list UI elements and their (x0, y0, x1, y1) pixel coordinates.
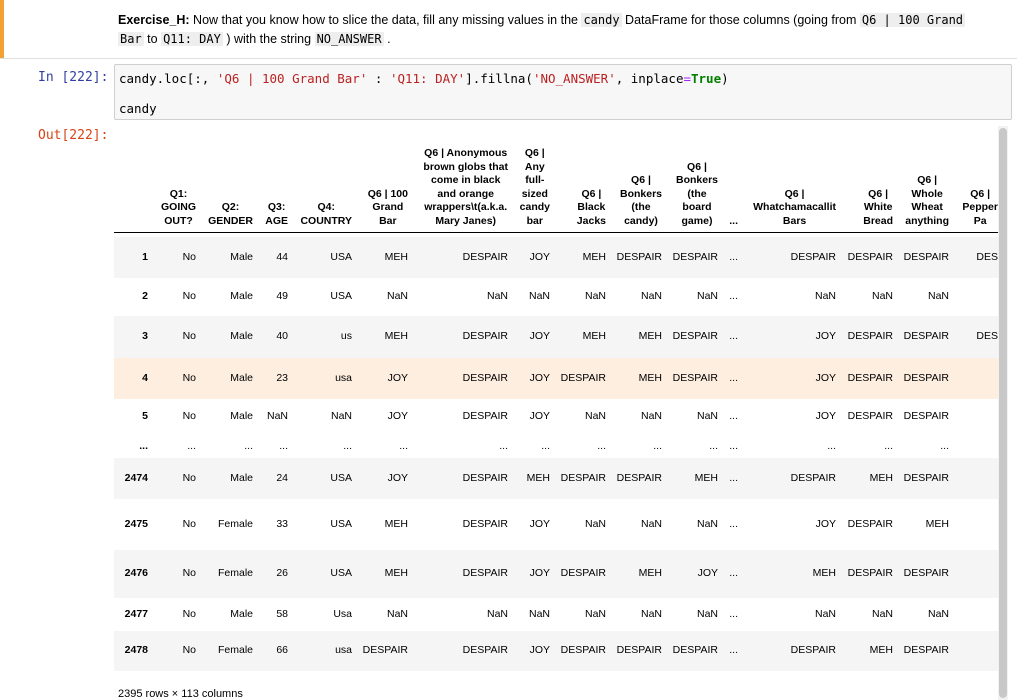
table-cell: ... (399, 439, 408, 452)
row-index: ... (139, 439, 148, 452)
table-cell: ... (729, 371, 738, 384)
table-cell: NaN (584, 607, 606, 620)
column-header-line: Q6 | (581, 187, 602, 200)
table-cell: NaN (528, 607, 550, 620)
table-cell: 66 (276, 644, 288, 656)
table-cell: ... (709, 439, 718, 452)
column-header-line: Q3: (267, 201, 286, 213)
table-cell: DESPAIR (847, 567, 893, 579)
table-cell: DESPAIR (847, 410, 893, 422)
table-cell: MEH (384, 330, 408, 342)
table-cell: Male (230, 607, 253, 620)
table-cell: Female (217, 644, 253, 656)
table-cell: MEH (582, 330, 606, 342)
table-cell: DESPAIR (847, 250, 893, 263)
table-cell: DESPAIR (560, 644, 606, 656)
table-cell: ... (541, 439, 550, 452)
inline-code: NO_ANSWER (316, 32, 382, 46)
header-separator (114, 232, 998, 233)
column-header-line: GOING (160, 201, 196, 213)
row-index: 2476 (124, 567, 148, 579)
column-header-line: Jacks (576, 214, 606, 227)
table-cell: DESPAIR (560, 471, 606, 484)
table-cell: NaN (696, 517, 718, 530)
table-cell: Male (230, 371, 253, 384)
table-row[interactable] (114, 499, 998, 550)
dataframe-shape: 2395 rows × 113 columns (118, 688, 243, 700)
table-row[interactable] (114, 316, 998, 358)
table-cell: JOY (529, 250, 550, 263)
table-cell: No (182, 607, 196, 620)
table-row[interactable] (114, 237, 998, 278)
column-header-line: and orange (437, 187, 494, 200)
input-prompt: In [222]: (38, 70, 109, 85)
table-cell: DESPAIR (462, 410, 508, 422)
table-cell: NaN (927, 607, 949, 620)
column-header-line: bar (526, 214, 543, 227)
column-header-line: Q6 | (868, 187, 889, 200)
table-cell: NaN (386, 607, 408, 620)
code-string: 'Q6 | 100 Grand Bar' (216, 71, 368, 86)
code-token: ) (721, 71, 729, 86)
column-header-line: ... (729, 214, 738, 227)
table-cell: DESPAIR (462, 471, 508, 484)
table-cell: DESPAIR (790, 644, 836, 656)
table-cell: JOY (529, 567, 550, 579)
table-cell: DESPAIR (903, 644, 949, 656)
column-header-line: (the (631, 201, 651, 213)
table-cell: DESPAIR (672, 644, 718, 656)
table-cell: No (182, 371, 196, 384)
markdown-cell[interactable] (0, 0, 1017, 58)
table-cell: ... (729, 330, 738, 342)
table-cell: usa (335, 371, 352, 384)
table-cell: DESPAIR (462, 330, 508, 342)
column-header-line: Q2: (221, 201, 240, 213)
table-cell: NaN (584, 517, 606, 530)
column-header (368, 188, 408, 229)
output-prompt: Out[222]: (38, 128, 109, 143)
table-cell: DESPAIR (847, 330, 893, 342)
column-header-line: Q6 | (524, 147, 545, 159)
table-cell: DESPAIR (847, 517, 893, 530)
table-cell: NaN (640, 410, 662, 422)
column-header (161, 188, 196, 229)
table-cell: No (182, 290, 196, 302)
table-cell: NaN (266, 410, 288, 422)
table-cell: 23 (276, 371, 288, 384)
table-cell: 33 (276, 517, 288, 530)
output-scrollbar[interactable] (998, 126, 1008, 700)
table-cell: DESPAIR (616, 250, 662, 263)
code-line-2: candy (119, 101, 157, 116)
code-input-cell[interactable] (114, 64, 1012, 120)
table-cell: NaN (696, 290, 718, 302)
table-cell: JOY (529, 644, 550, 656)
row-index: 1 (142, 250, 148, 263)
exercise-label: Exercise_H: (118, 13, 190, 27)
table-cell: MEH (694, 471, 718, 484)
table-cell: JOY (529, 330, 550, 342)
column-header (265, 201, 288, 228)
column-header-line: Q6 | (687, 160, 707, 173)
code-operator: = (683, 71, 691, 86)
column-header-line: Q6 | (970, 187, 991, 200)
table-cell: ... (729, 250, 738, 263)
table-cell: Male (230, 290, 253, 302)
column-header (905, 174, 949, 228)
column-header-line: Bread (863, 214, 893, 227)
table-cell: NaN (871, 290, 893, 302)
column-header-line: Whole (911, 187, 943, 200)
table-cell: JOY (387, 471, 408, 484)
column-header-line: White (863, 201, 893, 213)
column-header (520, 147, 550, 228)
table-cell: JOY (815, 517, 836, 530)
table-cell: JOY (529, 517, 550, 530)
table-cell: DESPAIR (462, 250, 508, 263)
row-index: 2475 (124, 517, 148, 530)
table-cell: DESPAIR (903, 567, 949, 579)
table-cell: DESPAIR (616, 644, 662, 656)
column-header-line: Q1: (169, 187, 188, 200)
table-cell: Male (230, 250, 253, 263)
table-row[interactable] (114, 278, 998, 316)
table-cell: ... (279, 439, 288, 452)
code-token: : (367, 71, 390, 86)
table-cell: DESPAIR (903, 330, 949, 342)
table-cell: ... (884, 439, 893, 452)
table-cell: DESPAIR (672, 371, 718, 384)
column-header-line: AGE (265, 214, 288, 227)
row-index: 2474 (124, 471, 148, 484)
table-cell: JOY (387, 410, 408, 422)
row-index: 2 (142, 290, 148, 302)
table-cell: MEH (384, 567, 408, 579)
table-cell: ... (597, 439, 606, 452)
column-header (620, 174, 662, 228)
table-cell: MEH (384, 250, 408, 263)
table-cell: DES (976, 330, 998, 342)
table-cell: JOY (815, 410, 836, 422)
inline-code: Q6 | 100 Grand (861, 13, 964, 27)
column-header (753, 188, 836, 229)
column-header-line: brown globs that (423, 160, 508, 173)
column-header-line: candy (519, 201, 550, 213)
table-cell: MEH (925, 517, 949, 530)
table-cell: USA (330, 517, 352, 530)
table-cell: ... (653, 439, 662, 452)
table-cell: DESPAIR (903, 471, 949, 484)
table-cell: us (340, 330, 352, 342)
column-header (577, 188, 606, 229)
table-cell: ... (729, 290, 738, 302)
column-header-line: OUT? (164, 214, 193, 227)
table-row[interactable] (114, 598, 998, 631)
table-cell: NaN (640, 517, 662, 530)
cell-divider (0, 58, 1017, 59)
table-cell: JOY (387, 371, 408, 384)
table-cell: DESPAIR (790, 471, 836, 484)
table-cell: MEH (582, 250, 606, 263)
table-cell: NaN (486, 607, 508, 620)
code-token: candy.loc[:, (119, 71, 217, 86)
table-cell: NaN (640, 607, 662, 620)
table-cell: JOY (815, 371, 836, 384)
table-cell: Male (230, 410, 253, 422)
table-cell: MEH (638, 371, 662, 384)
table-cell: NaN (486, 290, 508, 302)
table-cell: ... (729, 607, 738, 620)
column-header-line: Grand (372, 201, 404, 213)
table-cell: DESPAIR (790, 250, 836, 263)
table-cell: ... (244, 439, 253, 452)
table-cell: MEH (638, 330, 662, 342)
code-token: ].fillna( (465, 71, 533, 86)
inline-code: Q11: DAY (163, 32, 221, 46)
table-cell: ... (940, 439, 949, 452)
table-cell: 58 (276, 607, 288, 620)
column-header-line: Q4: (317, 201, 335, 213)
column-header-line: Q6 | (631, 174, 651, 186)
table-cell: ... (729, 644, 738, 656)
table-row[interactable] (114, 631, 998, 671)
table-cell: NaN (871, 607, 893, 620)
table-cell: USA (330, 290, 352, 302)
column-header-line: sized (521, 187, 548, 200)
table-cell: usa (335, 644, 352, 656)
column-header (423, 147, 508, 228)
table-cell: Usa (333, 607, 352, 620)
table-cell: JOY (815, 330, 836, 342)
table-cell: 24 (276, 471, 288, 484)
column-header-line: candy) (624, 214, 658, 227)
exercise-instructions (118, 11, 1013, 49)
table-cell: DESPAIR (462, 644, 508, 656)
table-cell: MEH (812, 567, 836, 579)
table-cell: No (182, 644, 196, 656)
table-cell: 44 (276, 250, 288, 263)
row-index: 2478 (124, 644, 148, 656)
column-header (208, 201, 253, 228)
table-cell: DESPAIR (560, 567, 606, 579)
table-cell: NaN (330, 410, 352, 422)
table-row[interactable] (114, 358, 998, 399)
column-header-line: Mary Janes) (435, 214, 497, 227)
column-header-line: Pa (973, 214, 987, 227)
table-cell: MEH (869, 471, 893, 484)
column-header (729, 215, 738, 229)
table-cell: DESPAIR (672, 330, 718, 342)
table-cell: DESPAIR (462, 517, 508, 530)
table-cell: DESPAIR (672, 250, 718, 263)
table-cell: ... (729, 410, 738, 422)
table-cell: NaN (528, 290, 550, 302)
row-index: 2477 (124, 607, 148, 620)
column-header-line: anything (905, 214, 949, 227)
table-cell: DESPAIR (903, 410, 949, 422)
column-header-line: Bar (379, 214, 397, 227)
column-header-line: COUNTRY (300, 214, 352, 227)
code-string: 'Q11: DAY' (389, 71, 466, 86)
table-row[interactable] (114, 550, 998, 598)
instruction-text: to (143, 32, 162, 46)
table-cell: No (182, 567, 196, 579)
code-line-1 (119, 71, 729, 86)
instruction-text: Now that you know how to slice the data, fill any missing values in the (189, 13, 582, 27)
column-header (962, 188, 998, 229)
table-cell: DESPAIR (462, 567, 508, 579)
column-header (863, 188, 893, 229)
table-cell: No (182, 471, 196, 484)
column-header-line: Black (577, 201, 606, 213)
table-cell: ... (729, 567, 738, 579)
table-cell: USA (330, 471, 352, 484)
column-header (676, 161, 718, 229)
table-cell: No (182, 330, 196, 342)
table-cell: NaN (584, 410, 606, 422)
inline-code: Bar (120, 32, 142, 46)
table-cell: NaN (386, 290, 408, 302)
column-header (300, 201, 352, 228)
table-row[interactable] (114, 458, 998, 499)
table-cell: ... (729, 439, 738, 452)
column-header-line: Any (524, 160, 545, 173)
table-cell: 49 (276, 290, 288, 302)
table-cell: DESPAIR (903, 371, 949, 384)
column-header-line: board (682, 201, 712, 213)
table-cell: NaN (696, 410, 718, 422)
row-index: 4 (142, 371, 148, 384)
table-cell: DES (976, 250, 998, 263)
row-index: 3 (142, 330, 148, 342)
table-cell: JOY (529, 371, 550, 384)
column-header-line: come in black (430, 174, 501, 186)
table-cell: Female (217, 567, 253, 579)
table-cell: USA (330, 250, 352, 263)
table-cell: Male (230, 471, 253, 484)
table-cell: ... (729, 471, 738, 484)
code-token: , inplace (615, 71, 684, 86)
table-cell: No (182, 410, 196, 422)
table-cell: DESPAIR (362, 644, 408, 656)
column-header-line: Q6 | (784, 187, 805, 200)
column-header-line: Q6 | (917, 174, 938, 186)
table-cell: NaN (696, 607, 718, 620)
instruction-text: ) with the string (222, 32, 315, 46)
table-cell: DESPAIR (560, 371, 606, 384)
table-cell: No (182, 517, 196, 530)
table-cell: MEH (526, 471, 550, 484)
column-header-line: GENDER (208, 214, 253, 227)
table-cell: MEH (384, 517, 408, 530)
dataframe-output[interactable] (114, 126, 998, 700)
table-cell: No (182, 250, 196, 263)
table-cell: Female (217, 517, 253, 530)
column-header-line: Bonkers (675, 174, 718, 186)
table-cell: MEH (869, 644, 893, 656)
row-index: 5 (142, 410, 148, 422)
column-header-line: wrappers\t(a.k.a. (424, 201, 508, 213)
table-cell: USA (330, 567, 352, 579)
scrollbar-thumb[interactable] (999, 128, 1007, 698)
column-header-line: game) (681, 214, 713, 227)
column-header-line: full- (525, 174, 545, 186)
column-header-line: Wheat (911, 201, 943, 213)
table-cell: ... (827, 439, 836, 452)
table-cell: ... (729, 517, 738, 530)
table-cell: ... (187, 439, 196, 452)
column-header-line: Whatchamacallit (753, 201, 836, 213)
column-header-line: Q6 | 100 (367, 187, 408, 200)
code-string: 'NO_ANSWER' (532, 71, 616, 86)
table-cell: NaN (814, 607, 836, 620)
table-cell: 40 (276, 330, 288, 342)
table-cell: DESPAIR (462, 371, 508, 384)
instruction-text: . (383, 32, 391, 46)
table-cell: ... (499, 439, 508, 452)
table-cell: 26 (276, 567, 288, 579)
table-cell: NaN (584, 290, 606, 302)
inline-code: candy (583, 13, 620, 27)
table-cell: DESPAIR (847, 371, 893, 384)
column-header-line: Pepper (962, 201, 998, 213)
column-header-line: Q6 | Anonymous (424, 147, 508, 159)
table-cell: JOY (529, 410, 550, 422)
column-header-line: Bonkers (619, 187, 662, 200)
instruction-text: DataFrame for those columns (going from (621, 13, 860, 27)
column-header-line: Bars (782, 214, 807, 227)
table-row[interactable] (114, 435, 998, 458)
column-header-line: (the (687, 187, 707, 200)
table-cell: DESPAIR (616, 471, 662, 484)
table-cell: DESPAIR (903, 250, 949, 263)
table-cell: NaN (640, 290, 662, 302)
table-row[interactable] (114, 399, 998, 435)
code-keyword: True (691, 71, 722, 86)
table-cell: JOY (697, 567, 718, 579)
table-cell: ... (343, 439, 352, 452)
table-cell: NaN (814, 290, 836, 302)
table-cell: MEH (638, 567, 662, 579)
table-cell: Male (230, 330, 253, 342)
table-cell: NaN (927, 290, 949, 302)
